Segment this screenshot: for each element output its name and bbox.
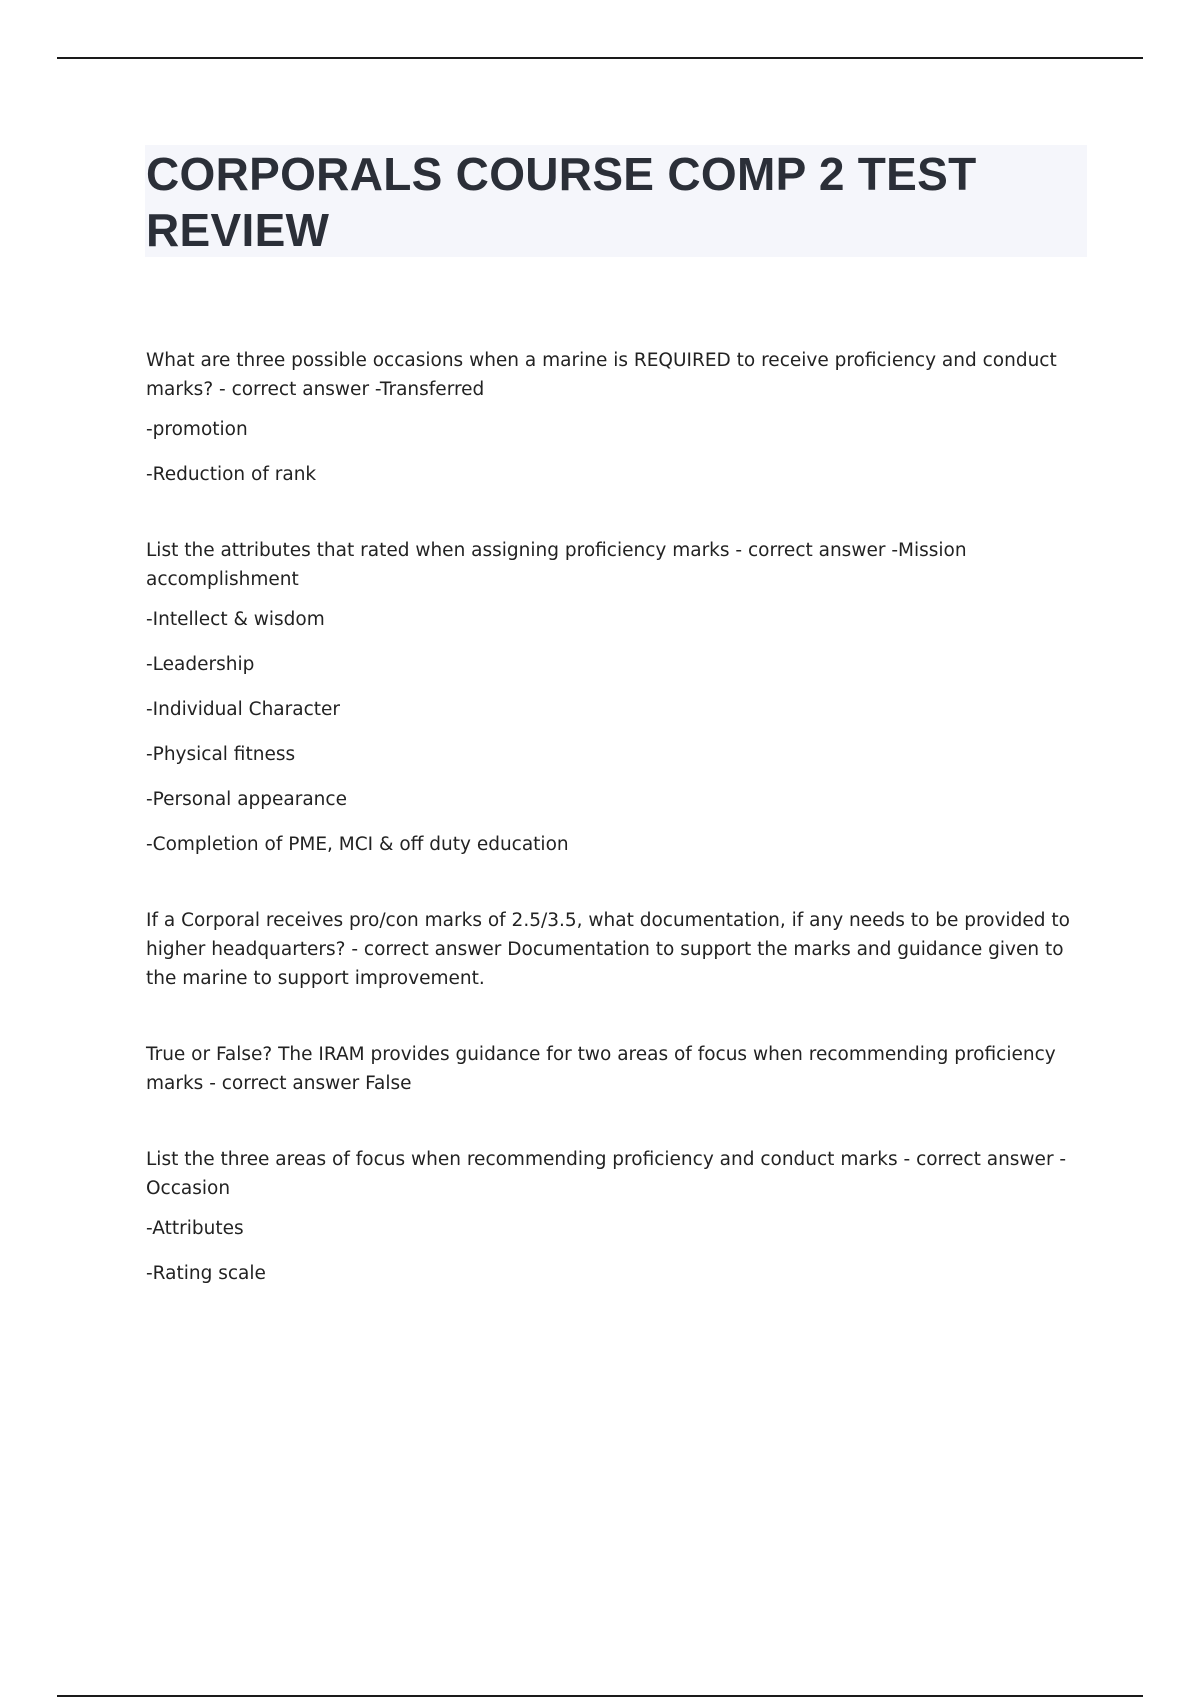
answer-item: -Leadership xyxy=(146,654,255,675)
answer-item: -Completion of PME, MCI & off duty education xyxy=(146,834,569,855)
answer-item: -Individual Character xyxy=(146,699,340,720)
answer-item: -Rating scale xyxy=(146,1263,266,1284)
qa-block-2 xyxy=(146,536,1076,859)
qa-block-4 xyxy=(146,1040,1076,1098)
answer-item: -promotion xyxy=(146,419,248,440)
question-text: List the three areas of focus when recommending proficiency and conduct marks - correct answer - Occasion xyxy=(146,1149,1067,1199)
question-text: List the attributes that rated when assigning proficiency marks - correct answer -Mission accomplishment xyxy=(146,540,967,590)
question-text: What are three possible occasions when a marine is REQUIRED to receive proficiency and conduct marks? - correct answer -Transferred xyxy=(146,350,1057,400)
answer-item: -Reduction of rank xyxy=(146,464,317,485)
document-body xyxy=(146,346,1076,1335)
answer-item: -Intellect & wisdom xyxy=(146,609,325,630)
qa-block-3 xyxy=(146,906,1076,993)
qa-block-1 xyxy=(146,346,1076,489)
answer-item: -Attributes xyxy=(146,1218,244,1239)
answer-item: -Personal appearance xyxy=(146,789,347,810)
top-rule xyxy=(57,57,1143,59)
question-text: If a Corporal receives pro/con marks of 2.5/3.5, what documentation, if any needs to be provided to higher headquarters? - correct answer Documentation to support the marks and guidance given to the marine to support improvement. xyxy=(146,910,1070,989)
answer-item: -Physical fitness xyxy=(146,744,296,765)
qa-block-5 xyxy=(146,1145,1076,1288)
question-text: True or False? The IRAM provides guidance for two areas of focus when recommending proficiency marks - correct answer False xyxy=(146,1044,1056,1094)
bottom-rule xyxy=(57,1695,1143,1697)
document-title: CORPORALS COURSE COMP 2 TEST REVIEW xyxy=(146,148,977,256)
